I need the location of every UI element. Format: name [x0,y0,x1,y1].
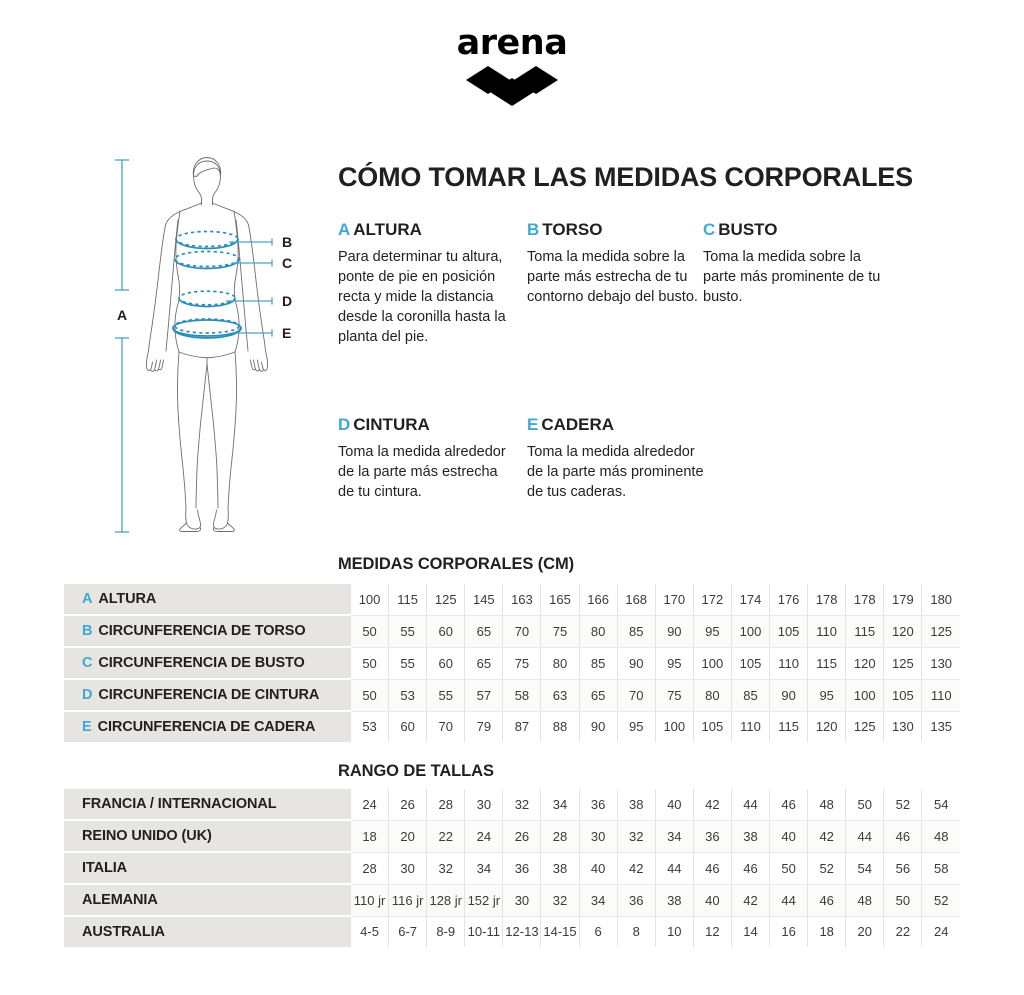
table-cell: 110 [922,679,960,711]
table-cell: 12 [693,916,731,947]
description-letter-a: A [338,220,351,239]
table-cell: 50 [884,884,922,916]
table-cell: 110 jr [351,884,389,916]
description-body-altura: Para determinar tu altura, ponte de pie en posición recta y mide la distancia desde la coronilla hasta la planta del pie. [338,249,506,345]
table-cell: 95 [617,711,655,742]
table-cell: 44 [731,789,769,820]
table-cell: 95 [693,615,731,647]
figure-marker-b: B [282,234,293,250]
table-cell: 60 [427,647,465,679]
table-cell: 116 jr [389,884,427,916]
table-cell: 44 [655,852,693,884]
table-cell: 18 [808,916,846,947]
table-cell: 120 [808,711,846,742]
row-label [64,916,351,947]
table-cell: 32 [427,852,465,884]
table-cell: 56 [884,852,922,884]
table-cell: 80 [579,615,617,647]
row-letter: A [82,591,93,607]
table-cell: 24 [465,820,503,852]
table-cell: 130 [922,647,960,679]
table-cell: 26 [503,820,541,852]
table-cell: 28 [351,852,389,884]
table-cell: 75 [541,615,579,647]
description-letter-d: D [338,415,351,434]
description-title-cintura: D CINTURA [338,415,430,434]
table-cell: 125 [846,711,884,742]
table-cell: 105 [770,615,808,647]
table-cell: 46 [770,789,808,820]
row-label-text: CIRCUNFERENCIA DE CADERA [97,719,316,735]
row-label [64,584,351,615]
table-cell: 12-13 [503,916,541,947]
table-cell: 85 [731,679,769,711]
table-cell: 38 [731,820,769,852]
table-cell: 50 [770,852,808,884]
table-cell: 40 [693,884,731,916]
table-cell: 80 [541,647,579,679]
table-cell: 50 [846,789,884,820]
description-torso [527,220,705,307]
table-row [64,884,960,916]
description-cintura [338,415,516,502]
table-cell: 40 [770,820,808,852]
description-body-torso: Toma la medida sobre la parte más estrecha de tu contorno debajo del busto. [527,249,698,305]
table-cell: 70 [617,679,655,711]
figure-marker-a: A [116,307,128,323]
description-title-altura: A ALTURA [338,220,422,239]
table-cell: 63 [541,679,579,711]
table-cell: 145 [465,584,503,615]
table-cell: 42 [731,884,769,916]
table-cell: 110 [770,647,808,679]
table-row [64,615,960,647]
table-cell: 42 [617,852,655,884]
table-cell: 6-7 [389,916,427,947]
row-label-text: ITALIA [82,860,128,876]
description-letter-b: B [527,220,540,239]
row-letter: E [82,719,92,735]
table-cell: 22 [427,820,465,852]
description-title-busto: C BUSTO [703,220,778,239]
description-altura [338,220,516,347]
table-cell: 20 [389,820,427,852]
table-cell: 38 [617,789,655,820]
table-cell: 8 [617,916,655,947]
table-cell: 24 [922,916,960,947]
row-label [64,711,351,742]
table-row [64,916,960,947]
table-cell: 4-5 [351,916,389,947]
three-diamonds-icon [464,64,560,111]
table-cell: 105 [731,647,769,679]
table-cell: 176 [770,584,808,615]
table-cell: 60 [427,615,465,647]
description-letter-e: E [527,415,539,434]
table-cell: 52 [884,789,922,820]
table-cell: 115 [846,615,884,647]
page-title: CÓMO TOMAR LAS MEDIDAS CORPORALES [338,162,913,192]
table-cell: 52 [922,884,960,916]
figure-marker-d: D [282,293,293,309]
table-cell: 100 [731,615,769,647]
table-cell: 115 [808,647,846,679]
table-cell: 85 [579,647,617,679]
table-cell: 100 [846,679,884,711]
table-cell: 65 [465,647,503,679]
table-row [64,647,960,679]
table-cell: 46 [808,884,846,916]
table-cell: 30 [465,789,503,820]
table-cell: 178 [846,584,884,615]
table-cell: 16 [770,916,808,947]
row-label [64,884,351,916]
description-title-cadera: E CADERA [527,415,615,434]
table-cell: 125 [884,647,922,679]
table-cell: 34 [579,884,617,916]
table-cell: 90 [617,647,655,679]
brand-logo [0,23,1024,111]
row-label-text: CIRCUNFERENCIA DE BUSTO [98,655,305,671]
table-cell: 28 [541,820,579,852]
table-row [64,711,960,742]
row-label-text: AUSTRALIA [82,924,165,940]
table-cell: 40 [579,852,617,884]
description-body-busto: Toma la medida sobre la parte más prominente de tu busto. [703,249,881,305]
table-cell: 120 [884,615,922,647]
table-cell: 110 [731,711,769,742]
table-cell: 75 [655,679,693,711]
table-cell: 85 [617,615,655,647]
table-cell: 6 [579,916,617,947]
row-label-text: CIRCUNFERENCIA DE CINTURA [98,687,320,703]
row-label-text: ALTURA [98,591,157,607]
table-cell: 46 [731,852,769,884]
row-letter: B [82,623,93,639]
table-cell: 70 [503,615,541,647]
table-cell: 90 [655,615,693,647]
table-cell: 24 [351,789,389,820]
description-title-torso: B TORSO [527,220,603,239]
table-cell: 55 [389,647,427,679]
table-cell: 58 [922,852,960,884]
table-cell: 48 [808,789,846,820]
table-row [64,852,960,884]
row-letter: D [82,687,93,703]
table-cell: 48 [922,820,960,852]
table-cell: 38 [541,852,579,884]
table-cell: 178 [808,584,846,615]
table-cell: 168 [617,584,655,615]
table-row [64,584,960,615]
table-cell: 30 [503,884,541,916]
row-label [64,789,351,820]
table-cell: 32 [617,820,655,852]
table-cell: 48 [846,884,884,916]
table-cell: 20 [846,916,884,947]
description-body-cadera: Toma la medida alrededor de la parte más prominente de tus caderas. [527,444,704,500]
table-cell: 88 [541,711,579,742]
table-cell: 34 [541,789,579,820]
table-cell: 100 [351,584,389,615]
table-cell: 58 [503,679,541,711]
table-cell: 115 [770,711,808,742]
table-cell: 44 [846,820,884,852]
table-cell: 55 [427,679,465,711]
table-cell: 170 [655,584,693,615]
table-cell: 110 [808,615,846,647]
table-cell: 46 [693,852,731,884]
table-cell: 115 [389,584,427,615]
description-letter-c: C [703,220,716,239]
table-cell: 57 [465,679,503,711]
table-cell: 152 jr [465,884,503,916]
table-cell: 163 [503,584,541,615]
table-cell: 120 [846,647,884,679]
table-cell: 14-15 [541,916,579,947]
table-cell: 40 [655,789,693,820]
table-cell: 46 [884,820,922,852]
table-cell: 38 [655,884,693,916]
row-label-text: FRANCIA / INTERNACIONAL [82,796,277,812]
table-row [64,820,960,852]
table-cell: 44 [770,884,808,916]
table-cell: 179 [884,584,922,615]
table-cell: 95 [808,679,846,711]
row-label-text: ALEMANIA [82,892,158,908]
sizes-table-title: RANGO DE TALLAS [338,762,494,780]
table-cell: 60 [389,711,427,742]
table-cell: 65 [465,615,503,647]
table-cell: 30 [579,820,617,852]
table-cell: 36 [693,820,731,852]
table-cell: 42 [693,789,731,820]
table-cell: 32 [541,884,579,916]
description-cadera [527,415,705,502]
table-cell: 135 [922,711,960,742]
row-label [64,647,351,679]
table-cell: 87 [503,711,541,742]
row-letter: C [82,655,93,671]
table-cell: 22 [884,916,922,947]
row-label [64,615,351,647]
table-cell: 105 [693,711,731,742]
row-label [64,820,351,852]
table-cell: 30 [389,852,427,884]
table-cell: 125 [427,584,465,615]
table-cell: 10 [655,916,693,947]
body-measurement-diagram [100,148,315,548]
table-cell: 36 [579,789,617,820]
measurements-table [64,584,960,742]
table-cell: 100 [655,711,693,742]
table-cell: 10-11 [465,916,503,947]
table-cell: 53 [351,711,389,742]
description-body-cintura: Toma la medida alrededor de la parte más estrecha de tu cintura. [338,444,506,500]
row-label-text: REINO UNIDO (UK) [82,828,212,844]
table-cell: 54 [922,789,960,820]
table-cell: 90 [770,679,808,711]
table-cell: 26 [389,789,427,820]
table-cell: 53 [389,679,427,711]
sizes-table [64,789,960,947]
row-label [64,679,351,711]
table-cell: 70 [427,711,465,742]
table-cell: 55 [389,615,427,647]
figure-marker-c: C [282,255,293,271]
table-cell: 79 [465,711,503,742]
table-row [64,679,960,711]
table-cell: 166 [579,584,617,615]
table-cell: 125 [922,615,960,647]
table-cell: 34 [465,852,503,884]
table-cell: 130 [884,711,922,742]
table-cell: 80 [693,679,731,711]
brand-name: arena [456,23,568,63]
table-cell: 36 [503,852,541,884]
table-cell: 90 [579,711,617,742]
table-cell: 100 [693,647,731,679]
table-cell: 65 [579,679,617,711]
table-cell: 50 [351,679,389,711]
table-cell: 54 [846,852,884,884]
table-cell: 50 [351,615,389,647]
figure-marker-e: E [282,325,292,341]
table-cell: 32 [503,789,541,820]
table-cell: 52 [808,852,846,884]
table-cell: 50 [351,647,389,679]
table-cell: 128 jr [427,884,465,916]
table-cell: 174 [731,584,769,615]
table-cell: 8-9 [427,916,465,947]
table-cell: 18 [351,820,389,852]
table-cell: 34 [655,820,693,852]
table-cell: 95 [655,647,693,679]
table-cell: 75 [503,647,541,679]
table-cell: 180 [922,584,960,615]
table-cell: 28 [427,789,465,820]
table-cell: 42 [808,820,846,852]
row-label [64,852,351,884]
table-row [64,789,960,820]
measurements-table-title: MEDIDAS CORPORALES (CM) [338,555,575,573]
table-cell: 14 [731,916,769,947]
row-label-text: CIRCUNFERENCIA DE TORSO [98,623,306,639]
table-cell: 172 [693,584,731,615]
description-busto [703,220,883,307]
table-cell: 36 [617,884,655,916]
table-cell: 165 [541,584,579,615]
table-cell: 105 [884,679,922,711]
